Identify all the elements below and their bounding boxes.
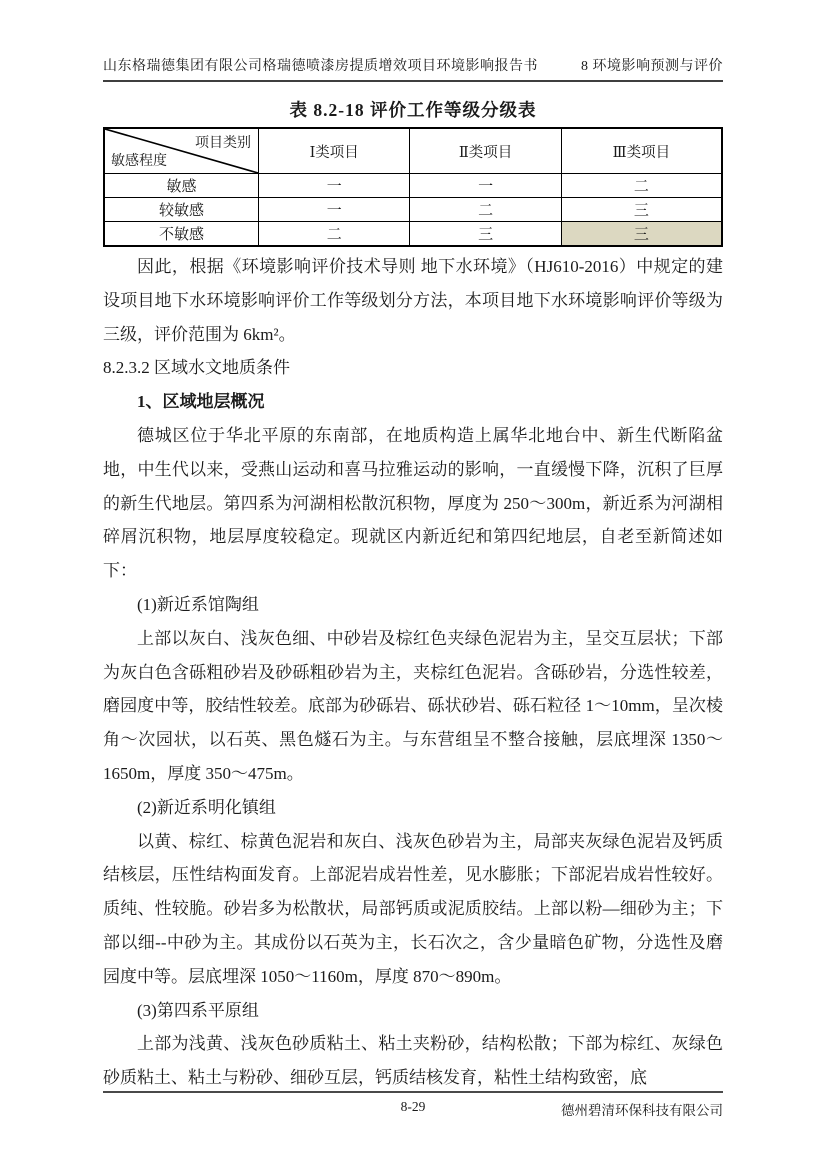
paragraph-regional-overview: 德城区位于华北平原的东南部，在地质构造上属华北地台中、新生代断陷盆地，中生代以来，受燕山运动和喜马拉雅运动的影响，一直缓慢下降，沉积了巨厚的新生代地层。第四系为河湖相松散沉积物，厚度为 250～300m，新近系为河湖相碎屑沉积物，地层厚度较稳定。现就区内新近纪和第四纪地层，自老至新简述如下： [103,425,723,581]
table-caption: 表 8.2-18 评价工作等级分级表 [289,100,537,120]
row-label: 敏感 [104,174,259,198]
corner-label-sensitivity: 敏感程度 [111,154,167,169]
grade-cell: 一 [410,174,561,198]
column-header-class1: Ⅰ类项目 [259,128,410,174]
item2-paragraph: 以黄、棕红、棕黄色泥岩和灰白、浅灰色砂岩为主，局部夹灰绿色泥岩及钙质结核层，压性结构面发育。上部泥岩成岩性差，见水膨胀；下部泥岩成岩性较好。质纯、性较脆。砂岩多为松散状，局部钙质或泥质胶结。上部以粉—细砂为主；下部以细--中砂为主。其成份以石英为主，长石次之，含少量暗色矿物，分选性及磨园度中等。层底埋深 1050～1160m，厚度 870～890m。 [103,831,723,986]
document-body [103,250,723,1095]
grade-cell: 一 [259,174,410,198]
running-footer [103,1091,723,1118]
item3-paragraph: 上部为浅黄、浅灰色砂质粘土、粘土夹粉砂，结构松散；下部为棕红、灰绿色砂质粘土、粘土与粉砂、细砂互层，钙质结核发育，粘性土结构致密，底 [103,1034,723,1088]
corner-label-category: 项目类别 [195,136,251,151]
item1-paragraph: 上部以灰白、浅灰色细、中砂岩及棕红色夹绿色泥岩为主，呈交互层状；下部为灰白色含砾粗砂岩及砂砾粗砂岩为主，夹棕红色泥岩。含砾砂岩，分选性较差，磨园度中等，胶结性较差。底部为砂砾岩、砾状砂岩、砾石粒径 1～10mm，呈次棱角～次园状，以石英、黑色燧石为主。与东营组呈不整合接触，层底埋深 1350～1650m，厚度 350～475m。 [103,628,723,783]
grade-cell: 三 [561,198,722,222]
item2-heading: (2)新近系明化镇组 [137,797,276,817]
table-row [104,198,722,222]
grade-cell: 二 [410,198,561,222]
page-number: 8-29 [400,1099,426,1114]
running-header [103,55,723,82]
section-heading: 8.2.3.2 区域水文地质条件 [103,358,290,378]
item1-heading: (1)新近系馆陶组 [137,594,259,614]
column-header-class3: Ⅲ类项目 [561,128,722,174]
grade-cell: 三 [410,222,561,247]
grading-table [103,127,723,247]
table-row [104,174,722,198]
company-name: 德州碧清环保科技有限公司 [561,1103,723,1118]
corner-header-cell [104,128,259,174]
paragraph-conclusion: 因此，根据《环境影响评价技术导则 地下水环境》（HJ610-2016）中规定的建设项目地下水环境影响评价工作等级划分方法，本项目地下水环境影响评价等级为三级，评价范围为 6km²。 [103,257,723,344]
report-title: 山东格瑞德集团有限公司格瑞德喷漆房提质增效项目环境影响报告书 [103,59,538,74]
table-row [104,222,722,247]
chapter-title: 8 环境影响预测与评价 [581,59,723,74]
grade-cell: 二 [259,222,410,247]
row-label: 较敏感 [104,198,259,222]
row-label: 不敏感 [104,222,259,247]
column-header-class2: Ⅱ类项目 [410,128,561,174]
grade-cell: 二 [561,174,722,198]
highlighted-grade-cell: 三 [561,222,722,247]
grade-cell: 一 [259,198,410,222]
subsection-heading: 1、区域地层概况 [137,392,265,412]
item3-heading: (3)第四系平原组 [137,1000,259,1020]
